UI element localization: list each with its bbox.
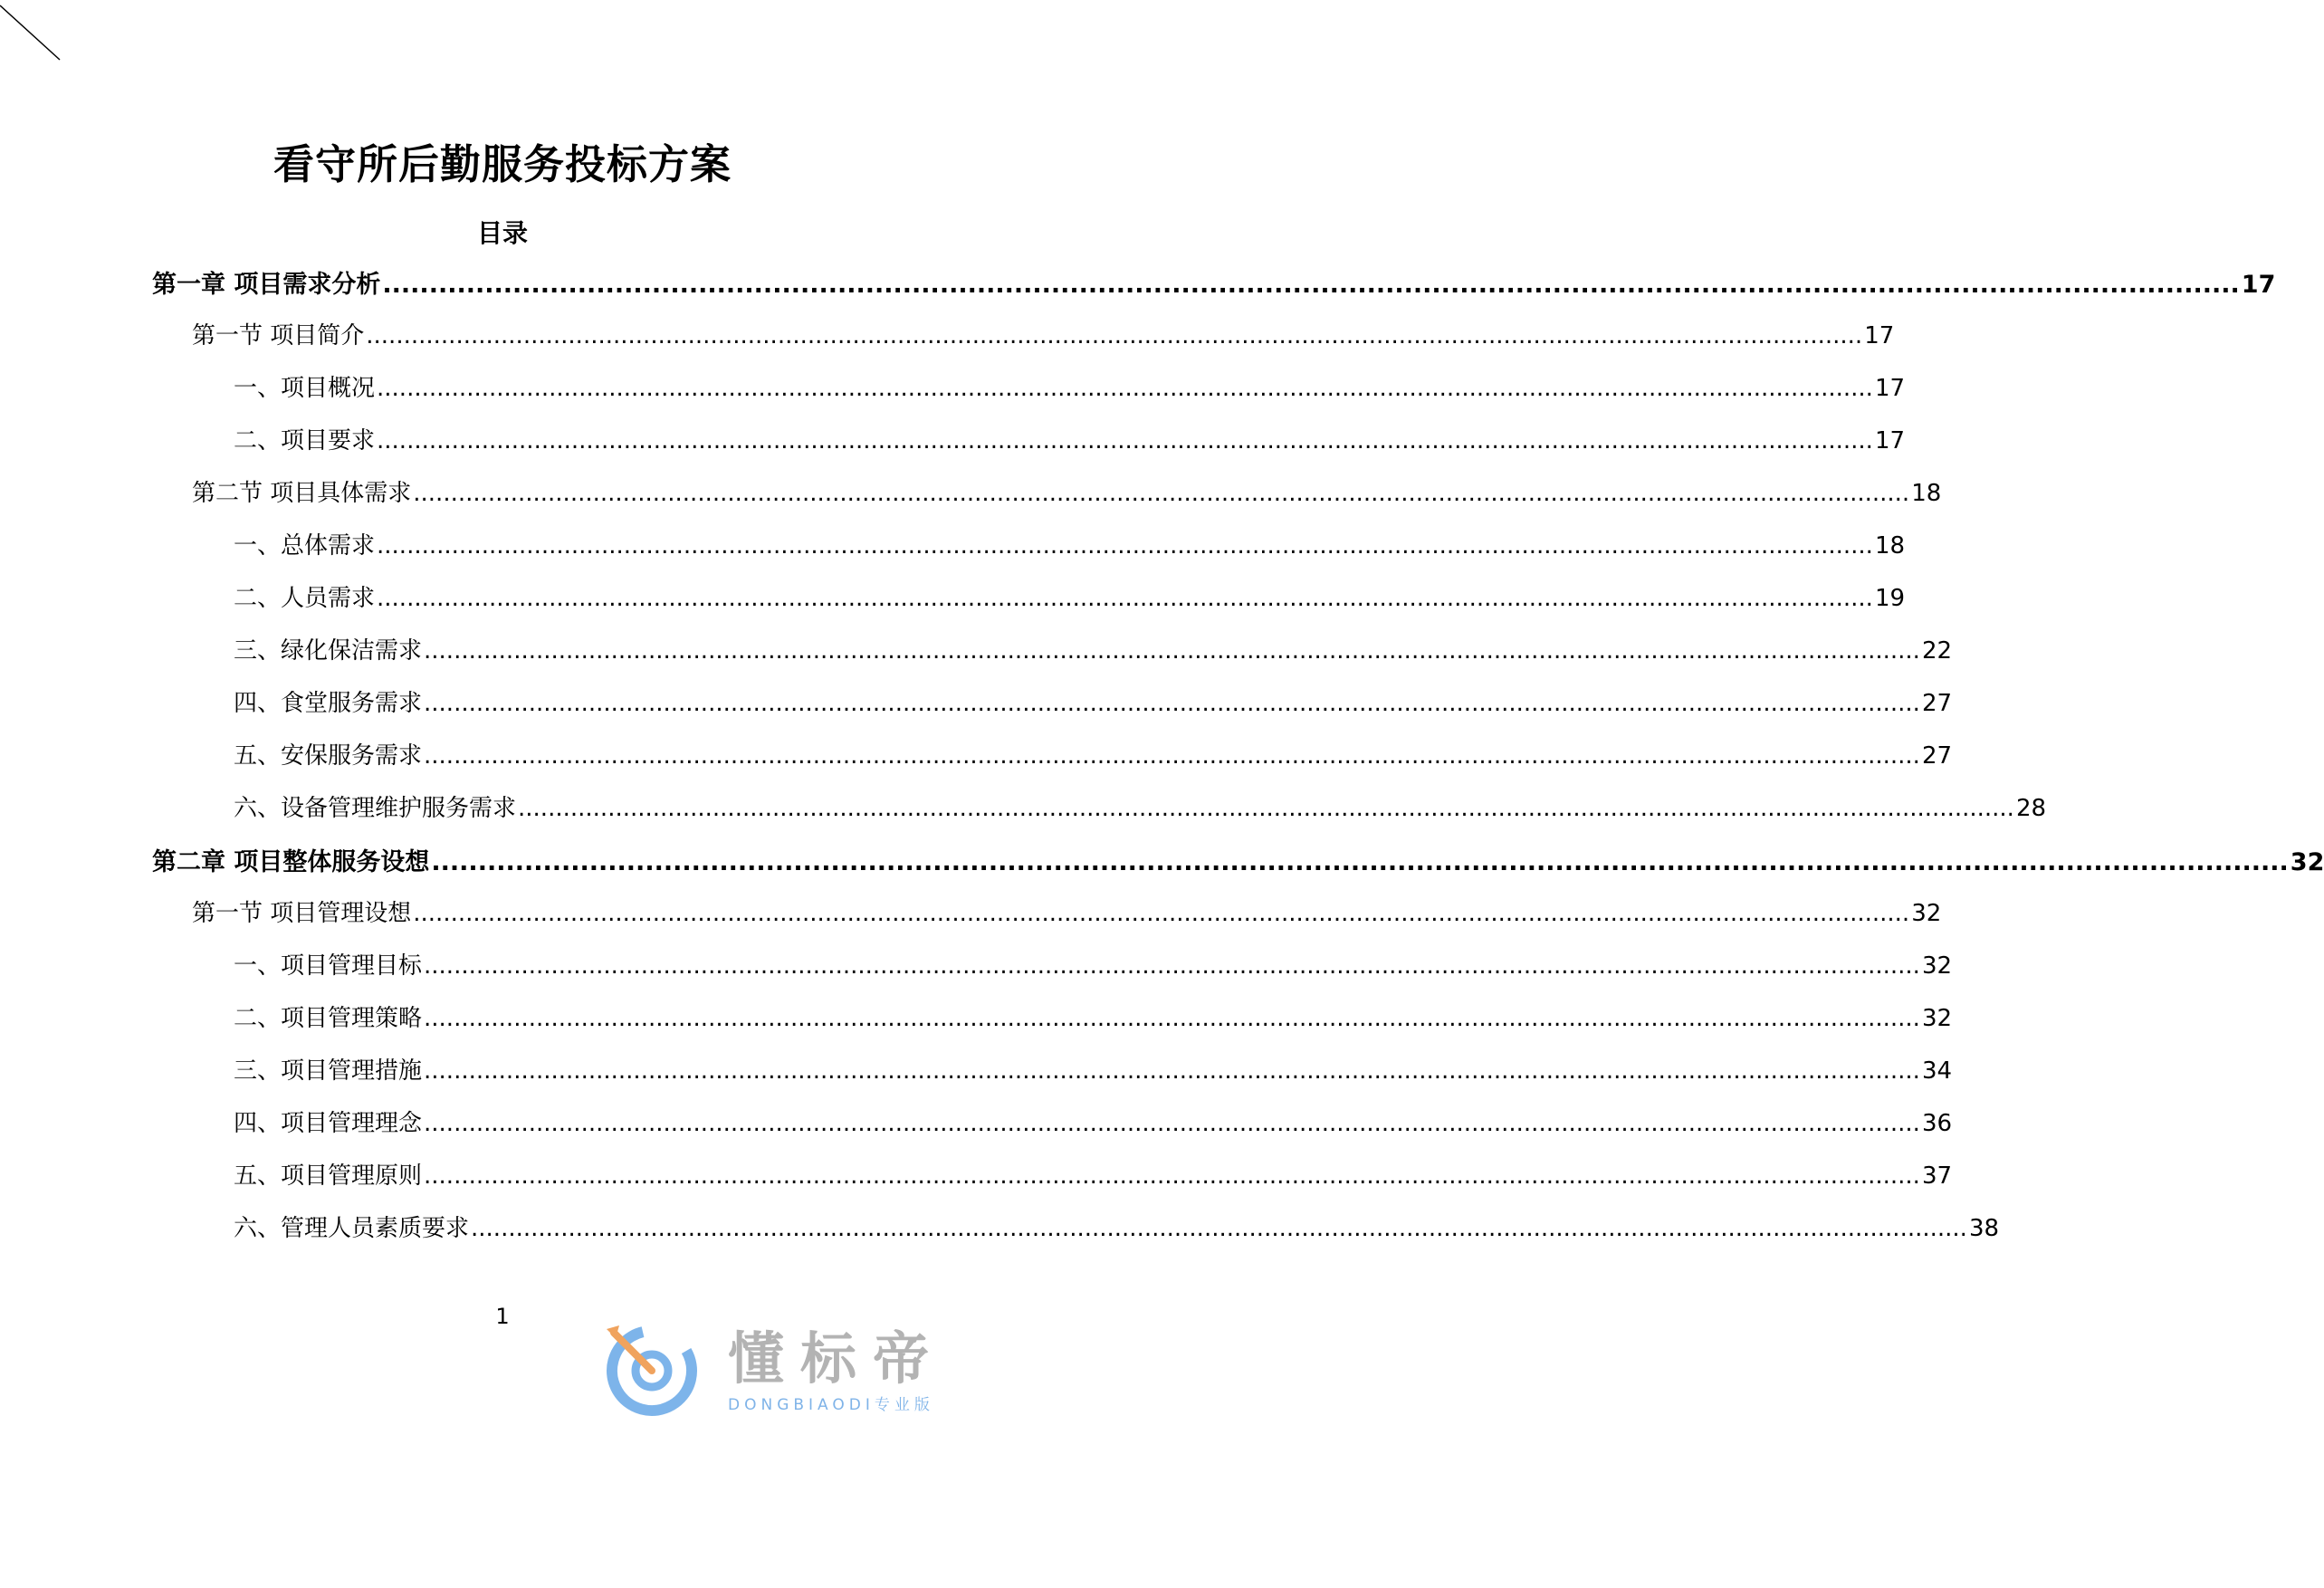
toc-entry-title: 四、项目管理理念 xyxy=(234,1110,423,1137)
toc-entry-title: 第二节 项目具体需求 xyxy=(192,480,412,507)
toc-entry-title: 五、项目管理原则 xyxy=(234,1162,423,1190)
toc-entry-title: 一、总体需求 xyxy=(234,532,376,560)
toc-entry-page: 38 xyxy=(1968,1215,2000,1242)
toc-entry[interactable] xyxy=(192,474,1942,514)
target-logo-icon xyxy=(601,1320,710,1420)
toc-dot-leader: ........................................................................................................................................................................................................ xyxy=(424,1110,1920,1137)
toc-dot-leader: ........................................................................................................................................................................................................ xyxy=(431,848,2289,876)
toc-entry-page: 34 xyxy=(1921,1057,1953,1085)
toc-entry-page: 32 xyxy=(1911,900,1942,927)
toc-entry[interactable] xyxy=(234,737,1953,777)
toc-entry[interactable] xyxy=(234,1157,1953,1197)
toc-dot-leader: ........................................................................................................................................................................................................ xyxy=(366,322,1863,349)
toc-entry[interactable] xyxy=(234,789,2047,829)
toc-entry[interactable] xyxy=(152,264,2276,304)
toc-dot-leader: ........................................................................................................................................................................................................ xyxy=(424,952,1920,980)
toc-entry-title: 六、设备管理维护服务需求 xyxy=(234,795,517,822)
toc-entry-title: 三、项目管理措施 xyxy=(234,1057,423,1085)
toc-entry-title: 六、管理人员素质要求 xyxy=(234,1215,470,1242)
toc-entry[interactable] xyxy=(234,1000,1953,1039)
page-number: 1 xyxy=(495,1304,510,1329)
toc-dot-leader: ........................................................................................................................................................................................................ xyxy=(518,795,2014,822)
toc-entry[interactable] xyxy=(234,369,1906,409)
toc-entry-page: 27 xyxy=(1921,690,1953,717)
corner-crop-mark xyxy=(0,0,72,72)
toc-heading: 目录 xyxy=(476,218,528,248)
toc-entry[interactable] xyxy=(234,1105,1953,1144)
toc-entry-page: 32 xyxy=(1921,1005,1953,1032)
toc-entry-title: 第二章 项目整体服务设想 xyxy=(152,848,430,876)
toc-entry-page: 27 xyxy=(1921,742,1953,770)
toc-entry[interactable] xyxy=(192,317,1895,357)
toc-entry-title: 第一章 项目需求分析 xyxy=(152,271,381,299)
toc-entry-page: 18 xyxy=(1911,480,1942,507)
toc-dot-leader: ........................................................................................................................................................................................................ xyxy=(424,1162,1920,1190)
watermark xyxy=(601,1320,990,1418)
toc-dot-leader: ........................................................................................................................................................................................................ xyxy=(424,637,1920,665)
toc-dot-leader: ........................................................................................................................................................................................................ xyxy=(382,271,2240,299)
toc-dot-leader: ........................................................................................................................................................................................................ xyxy=(377,375,1873,402)
toc-dot-leader: ........................................................................................................................................................................................................ xyxy=(471,1215,1967,1242)
toc-entry-page: 17 xyxy=(1864,322,1895,349)
toc-entry[interactable] xyxy=(192,894,1942,934)
toc-dot-leader: ........................................................................................................................................................................................................ xyxy=(424,1057,1920,1085)
toc-entry-title: 三、绿化保洁需求 xyxy=(234,637,423,665)
toc-entry[interactable] xyxy=(234,947,1953,987)
toc-entry-title: 第一节 项目管理设想 xyxy=(192,900,412,927)
toc-entry-title: 二、项目要求 xyxy=(234,427,376,454)
watermark-subtitle: DONGBIAODI专业版 xyxy=(728,1396,934,1414)
toc-dot-leader: ........................................................................................................................................................................................................ xyxy=(413,480,1910,507)
toc-entry-page: 32 xyxy=(2290,848,2324,876)
toc-entry[interactable] xyxy=(234,579,1906,619)
toc-dot-leader: ........................................................................................................................................................................................................ xyxy=(377,532,1873,560)
toc-entry[interactable] xyxy=(234,684,1953,724)
toc-entry-page: 17 xyxy=(1874,375,1906,402)
toc-entry-page: 36 xyxy=(1921,1110,1953,1137)
toc-dot-leader: ........................................................................................................................................................................................................ xyxy=(424,742,1920,770)
document-title: 看守所后勤服务投标方案 xyxy=(273,140,732,188)
watermark-brand: 懂标帝 xyxy=(728,1325,946,1392)
toc-entry-title: 四、食堂服务需求 xyxy=(234,690,423,717)
toc-entry[interactable] xyxy=(234,1210,2000,1249)
toc-entry-page: 17 xyxy=(1874,427,1906,454)
toc-entry-page: 28 xyxy=(2015,795,2047,822)
toc-entry-page: 18 xyxy=(1874,532,1906,560)
toc-dot-leader: ........................................................................................................................................................................................................ xyxy=(377,427,1873,454)
toc-entry-page: 37 xyxy=(1921,1162,1953,1190)
toc-entry[interactable] xyxy=(234,422,1906,462)
toc-entry[interactable] xyxy=(234,1052,1953,1092)
toc-entry-page: 17 xyxy=(2241,271,2276,299)
toc-dot-leader: ........................................................................................................................................................................................................ xyxy=(413,900,1910,927)
toc-entry[interactable] xyxy=(234,527,1906,567)
toc-entry-title: 一、项目概况 xyxy=(234,375,376,402)
toc-entry[interactable] xyxy=(152,842,2324,882)
toc-entry-title: 二、人员需求 xyxy=(234,585,376,612)
toc-dot-leader: ........................................................................................................................................................................................................ xyxy=(424,1005,1920,1032)
toc-entry-page: 22 xyxy=(1921,637,1953,665)
toc-entry-title: 五、安保服务需求 xyxy=(234,742,423,770)
toc-entry[interactable] xyxy=(234,632,1953,672)
toc-entry-page: 32 xyxy=(1921,952,1953,980)
toc-entry-page: 19 xyxy=(1874,585,1906,612)
toc-entry-title: 第一节 项目简介 xyxy=(192,322,365,349)
toc-dot-leader: ........................................................................................................................................................................................................ xyxy=(424,690,1920,717)
toc-entry-title: 二、项目管理策略 xyxy=(234,1005,423,1032)
toc-entry-title: 一、项目管理目标 xyxy=(234,952,423,980)
toc-dot-leader: ........................................................................................................................................................................................................ xyxy=(377,585,1873,612)
